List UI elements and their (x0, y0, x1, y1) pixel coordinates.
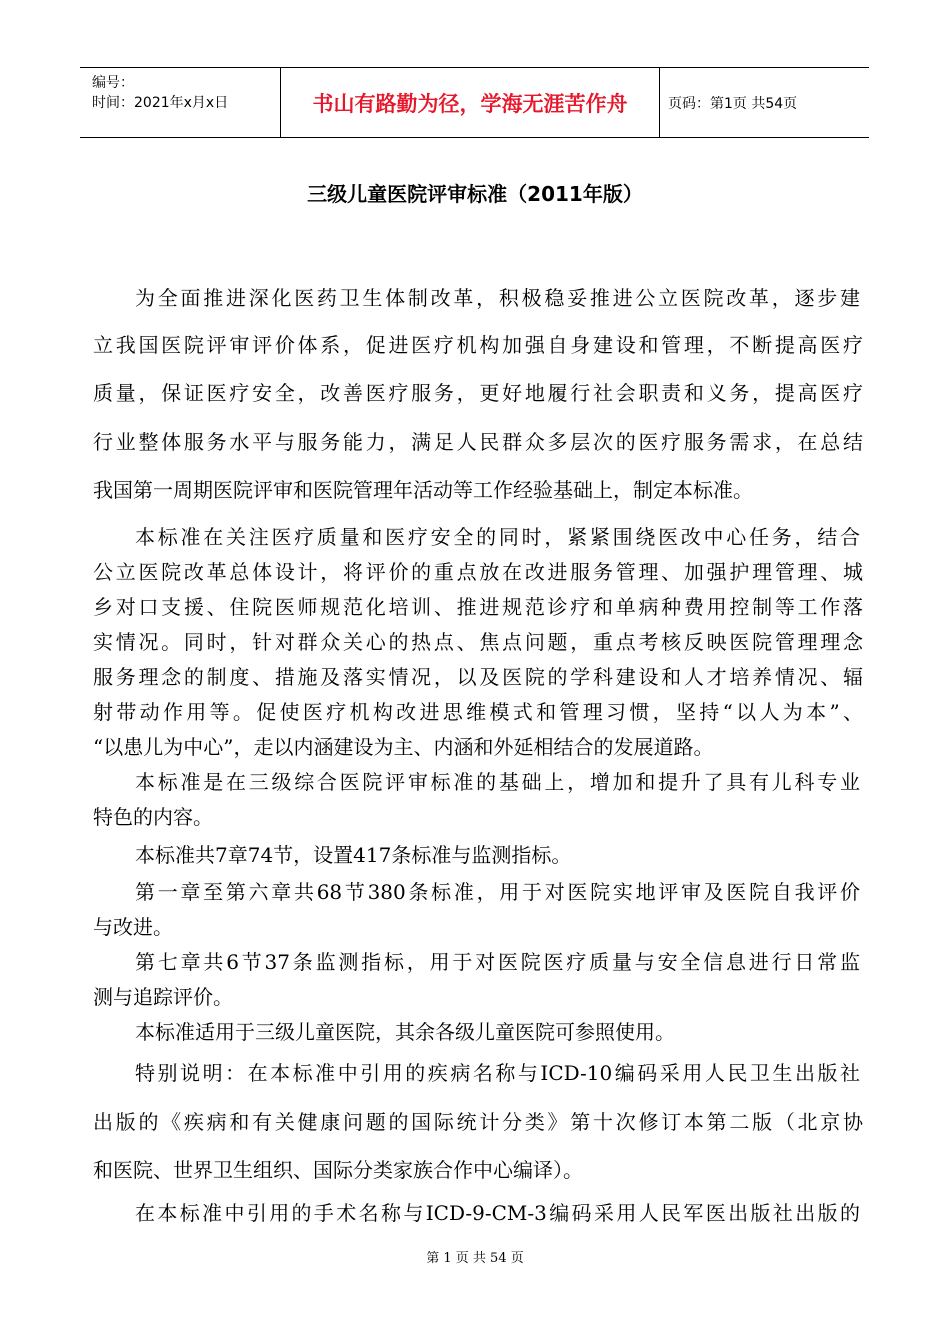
text-line: 本标准适用于三级儿童医院，其余各级儿童医院可参照使用。 (135, 1020, 675, 1044)
text-line: 服务理念的制度、措施及落实情况，以及医院的学科建设和人才培养情况、辐 (93, 665, 863, 689)
text-line: 行业整体服务水平与服务能力，满足人民群众多层次的医疗服务需求，在总结 (93, 430, 863, 454)
text-line: 和医院、世界卫生组织、国际分类家族合作中心编译）。 (93, 1158, 583, 1182)
number-label: 编号： (92, 75, 134, 91)
page-info: 页码：第1页 共54页 (668, 95, 798, 112)
text-line: 我国第一周期医院评审和医院管理年活动等工作经验基础上，制定本标准。 (93, 478, 753, 502)
header-left-cell (80, 68, 281, 137)
text-line: 第一章至第六章共68节380条标准，用于对医院实地评审及医院自我评价 (135, 880, 860, 904)
text-line: 测与追踪评价。 (93, 985, 233, 1009)
time-label: 时间：2021年x月x日 (92, 95, 229, 111)
text-line: 立我国医院评审评价体系，促进医疗机构加强自身建设和管理，不断提高医疗 (93, 333, 863, 357)
text-line: 特别说明：在本标准中引用的疾病名称与ICD-10编码采用人民卫生出版社 (135, 1061, 860, 1085)
page-footer: 第 1 页 共 54 页 (426, 1251, 524, 1266)
motto: 书山有路勤为径，学海无涯苦作舟 (281, 68, 660, 137)
text-line: 与改进。 (93, 915, 173, 939)
text-line: 射带动作用等。促使医疗机构改进思维模式和管理习惯，坚持“以人为本”、 (93, 700, 863, 724)
document-title: 三级儿童医院评审标准（2011年版） (307, 182, 643, 206)
text-line: 本标准是在三级综合医院评审标准的基础上，增加和提升了具有儿科专业 (135, 770, 860, 794)
text-line: 乡对口支援、住院医师规范化培训、推进规范诊疗和单病种费用控制等工作落 (93, 595, 863, 619)
text-line: 本标准在关注医疗质量和医疗安全的同时，紧紧围绕医改中心任务，结合 (135, 525, 860, 549)
text-line: 实情况。同时，针对群众关心的热点、焦点问题，重点考核反映医院管理理念 (93, 630, 863, 654)
text-line: “以患儿为中心”，走以内涵建设为主、内涵和外延相结合的发展道路。 (93, 735, 714, 759)
text-line: 第七章共6节37条监测指标，用于对医院医疗质量与安全信息进行日常监 (135, 950, 860, 974)
text-line: 特色的内容。 (93, 805, 213, 829)
text-line: 本标准共7章74节，设置417条标准与监测指标。 (135, 843, 572, 867)
text-line: 出版的《疾病和有关健康问题的国际统计分类》第十次修订本第二版（北京协 (93, 1110, 863, 1134)
text-line: 质量，保证医疗安全，改善医疗服务，更好地履行社会职责和义务，提高医疗 (93, 381, 863, 405)
text-line: 为全面推进深化医药卫生体制改革，积极稳妥推进公立医院改革，逐步建 (135, 286, 860, 310)
header-table (80, 67, 869, 138)
text-line: 在本标准中引用的手术名称与ICD-9-CM-3编码采用人民军医出版社出版的 (135, 1201, 860, 1225)
text-line: 公立医院改革总体设计，将评价的重点放在改进服务管理、加强护理管理、城 (93, 560, 863, 584)
